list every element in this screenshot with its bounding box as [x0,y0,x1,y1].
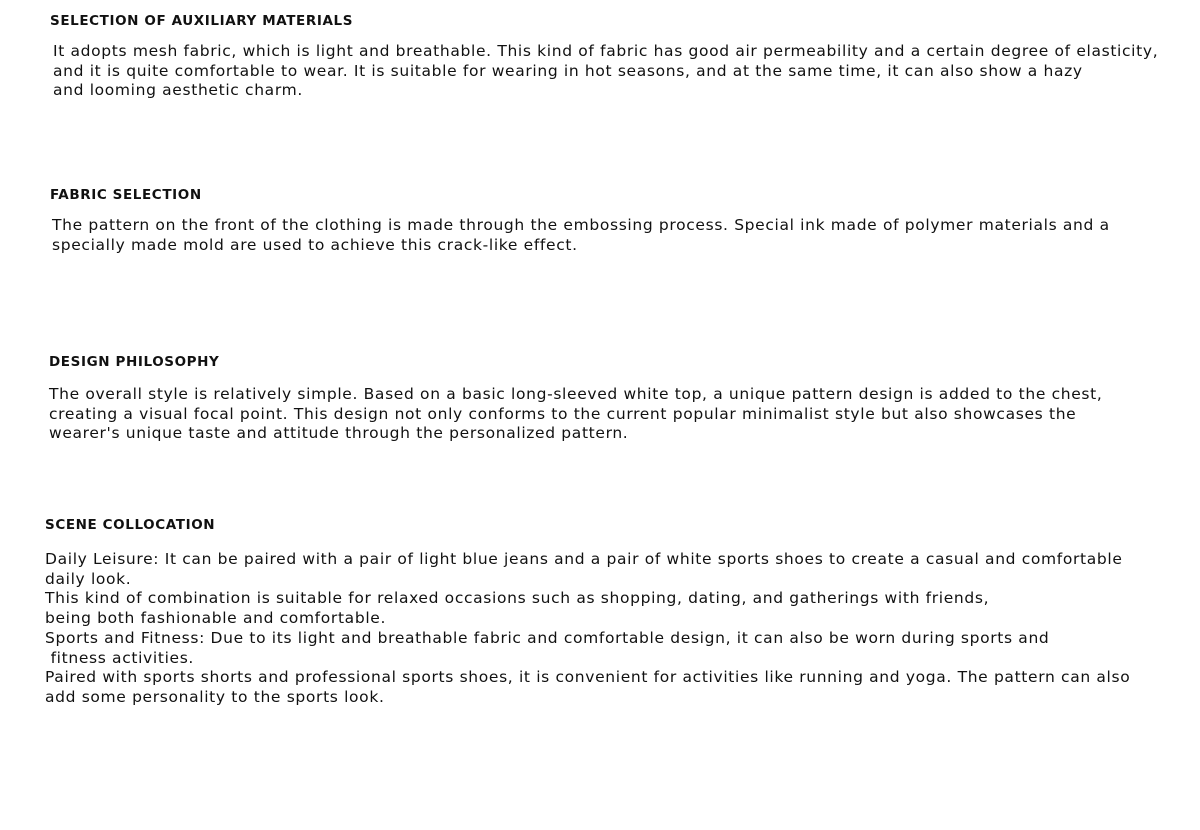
section-body [45,550,1130,708]
body-line: Sports and Fitness: Due to its light and breathable fabric and comfortable design, it can also be worn during sports and [45,628,1050,647]
body-line: The overall style is relatively simple. Based on a basic long-sleeved white top, a unique pattern design is added to the chest, [49,385,1103,403]
section-heading: SELECTION OF AUXILIARY MATERIALS [50,13,354,29]
section-heading: DESIGN PHILOSOPHY [49,354,220,370]
body-line: This kind of combination is suitable for relaxed occasions such as shopping, dating, and gatherings with friends, [45,589,990,608]
section-fabric-selection [50,187,1110,255]
section-body [52,216,1110,255]
body-line: and looming aesthetic charm. [53,81,303,100]
section-auxiliary-materials [50,13,1158,101]
body-line: fitness activities. [45,648,195,667]
body-line: and it is quite comfortable to wear. It is suitable for wearing in hot seasons, and at the same time, it can also show a hazy [53,61,1083,80]
section-heading: FABRIC SELECTION [50,187,202,203]
section-scene-collocation [45,517,1130,708]
section-body [49,385,1102,444]
body-line: wearer's unique taste and attitude through the personalized pattern. [49,424,629,443]
body-line: creating a visual focal point. This design not only conforms to the current popular minimalist style but also showcases the [49,404,1077,423]
body-line: It adopts mesh fabric, which is light and breathable. This kind of fabric has good air permeability and a certain degree of elasticity, [53,42,1159,60]
body-line: daily look. [45,569,132,588]
body-line: being both fashionable and comfortable. [45,609,387,628]
body-line: Daily Leisure: It can be paired with a pair of light blue jeans and a pair of white sports shoes to create a casual and comfortable [45,550,1123,568]
section-heading: SCENE COLLOCATION [45,517,216,533]
section-body [53,42,1158,101]
section-design-philosophy [49,354,1102,444]
body-line: Paired with sports shorts and professional sports shoes, it is convenient for activities like running and yoga. The pattern can also [45,668,1131,687]
body-line: specially made mold are used to achieve this crack-like effect. [52,235,578,254]
body-line: add some personality to the sports look. [45,687,385,706]
body-line: The pattern on the front of the clothing is made through the embossing process. Special ink made of polymer materials and a [52,216,1110,234]
